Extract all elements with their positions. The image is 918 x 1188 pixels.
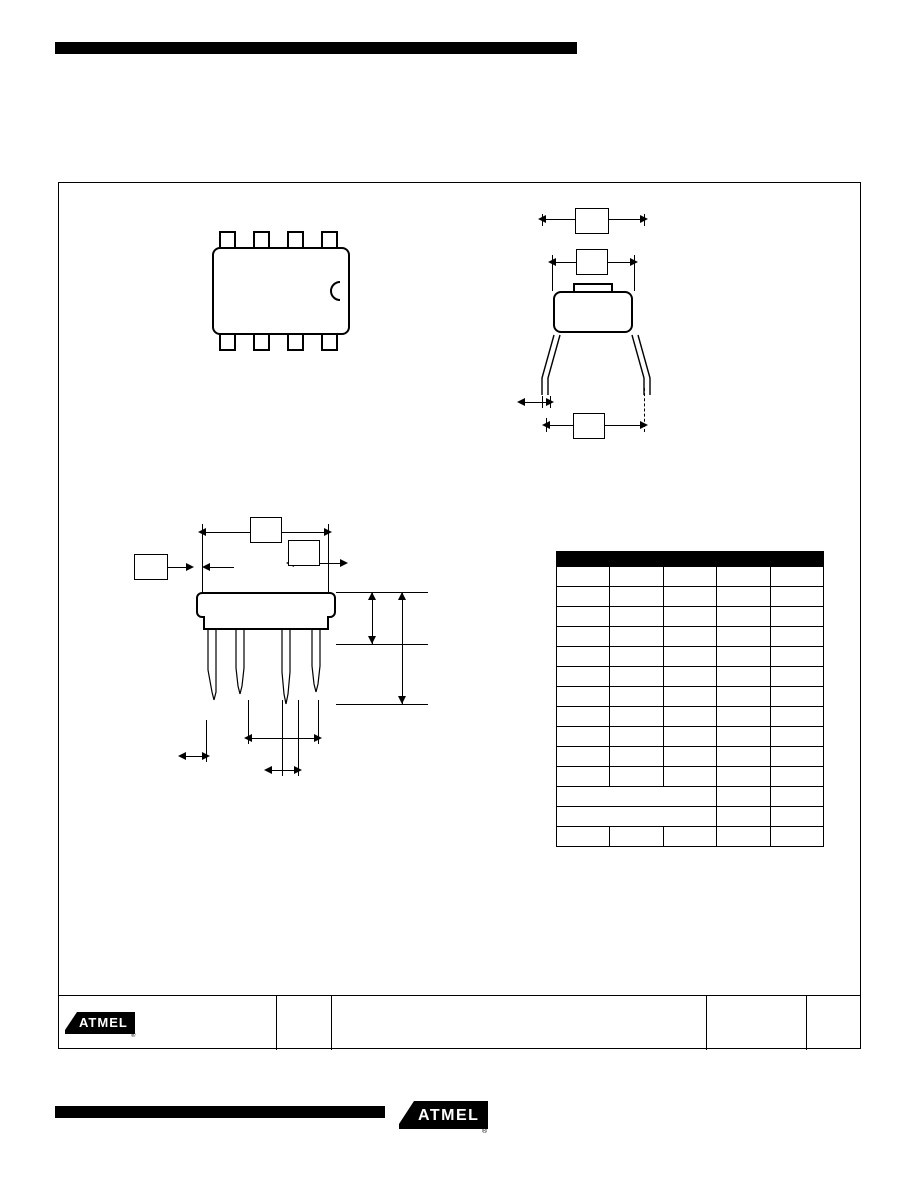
table-cell	[717, 807, 770, 827]
callout-front-view-1	[250, 517, 282, 543]
table-cell	[557, 727, 610, 747]
atmel-logo-icon	[63, 1008, 141, 1038]
dim-line-front-total-height	[402, 592, 403, 704]
dim-arrow-left-front-pitch-1	[178, 752, 186, 760]
table-cell	[717, 727, 770, 747]
table-cell	[557, 827, 610, 847]
ext-line-front-height-bottom	[336, 644, 428, 645]
pin-bottom-4	[321, 335, 338, 351]
table-cell	[663, 727, 716, 747]
table-cell	[557, 627, 610, 647]
svg-text:ATMEL: ATMEL	[79, 1015, 128, 1030]
dimension-table	[556, 551, 824, 847]
svg-text:®: ®	[131, 1033, 136, 1038]
dim-line-front-pitch-2	[248, 738, 318, 739]
callout-end-view-3	[573, 413, 605, 439]
ext-line-front-pitch-d	[298, 700, 299, 776]
ext-line-end-2a	[552, 255, 553, 291]
table-cell	[557, 667, 610, 687]
callout-front-view-2	[288, 540, 320, 566]
title-block	[58, 995, 861, 1049]
package-body-front-view	[196, 592, 336, 618]
table-cell	[717, 747, 770, 767]
table-cell	[610, 647, 663, 667]
table-body	[557, 567, 824, 847]
table-header-cell	[557, 552, 610, 567]
svg-text:®: ®	[482, 1128, 488, 1134]
pin-bottom-2	[253, 335, 270, 351]
atmel-logo-icon	[396, 1096, 494, 1134]
table-cell	[557, 607, 610, 627]
ext-line-front-pitch-c	[282, 700, 283, 776]
ext-line-end-1a	[542, 214, 543, 226]
table-header-cell	[610, 552, 663, 567]
table-cell	[770, 767, 823, 787]
ext-line-front-width-b	[328, 524, 329, 594]
dim-arrow-down-front-total	[398, 696, 406, 704]
pin-top-4	[321, 231, 338, 247]
dim-arrow-down-front-height	[368, 636, 376, 644]
table-cell	[717, 687, 770, 707]
table-row	[557, 787, 824, 807]
table-row	[557, 667, 824, 687]
table-cell	[663, 767, 716, 787]
ext-line-end-1b	[644, 214, 645, 226]
ext-line-front-pitch-a	[206, 720, 207, 762]
table-cell	[770, 587, 823, 607]
table-cell	[770, 687, 823, 707]
table-cell	[770, 807, 823, 827]
table-cell	[663, 627, 716, 647]
table-cell	[557, 747, 610, 767]
table-cell	[557, 587, 610, 607]
table-row	[557, 827, 824, 847]
table-cell	[717, 627, 770, 647]
table-cell	[663, 747, 716, 767]
atmel-logo-footer	[396, 1096, 494, 1134]
table-row	[557, 707, 824, 727]
dim-arrow-left-front-pitch-3	[264, 766, 272, 774]
svg-text:ATMEL: ATMEL	[418, 1107, 480, 1124]
title-block-divider-1	[276, 996, 277, 1050]
header-rule	[55, 42, 577, 54]
table-cell	[770, 787, 823, 807]
table-row	[557, 627, 824, 647]
table-cell	[770, 567, 823, 587]
leader-line-front-3b	[206, 567, 234, 568]
front-view-leads	[190, 628, 350, 728]
dim-arrow-left-end-3	[517, 398, 525, 406]
ext-line-end-4a	[546, 418, 547, 432]
table-row	[557, 747, 824, 767]
pin-top-3	[287, 231, 304, 247]
table-row	[557, 767, 824, 787]
table-cell	[610, 707, 663, 727]
table-row	[557, 727, 824, 747]
ext-line-front-height-top	[336, 592, 428, 593]
table-cell	[610, 687, 663, 707]
ext-line-end-4b	[644, 388, 645, 432]
ext-line-front-pitch-b	[248, 700, 249, 744]
table-cell	[717, 667, 770, 687]
pin-bottom-1	[219, 335, 236, 351]
dim-arrow-up-front-total	[398, 592, 406, 600]
callout-front-view-3	[134, 554, 168, 580]
pin-top-1	[219, 231, 236, 247]
package-body-top-view	[212, 247, 350, 335]
table-cell	[557, 647, 610, 667]
table-cell	[663, 827, 716, 847]
table-cell	[610, 767, 663, 787]
table-cell	[557, 687, 610, 707]
table-cell	[557, 567, 610, 587]
pin-bottom-3	[287, 335, 304, 351]
table-cell	[717, 787, 770, 807]
table-cell	[557, 707, 610, 727]
table-row	[557, 567, 824, 587]
table-cell-merged	[557, 787, 717, 807]
table-cell	[717, 587, 770, 607]
pin-top-2	[253, 231, 270, 247]
table-cell	[717, 767, 770, 787]
table-cell	[663, 587, 716, 607]
table-cell	[717, 827, 770, 847]
table-header-row	[557, 552, 824, 567]
table-cell	[663, 567, 716, 587]
table-row	[557, 587, 824, 607]
table-cell	[770, 827, 823, 847]
ext-line-end-3b	[550, 396, 551, 408]
table-cell	[717, 707, 770, 727]
table-cell	[610, 747, 663, 767]
table-cell	[770, 747, 823, 767]
table-row	[557, 647, 824, 667]
table-cell	[663, 607, 716, 627]
table-cell	[610, 567, 663, 587]
table-cell	[770, 727, 823, 747]
table-cell	[663, 707, 716, 727]
table-cell	[610, 827, 663, 847]
table-cell	[717, 607, 770, 627]
table-row	[557, 607, 824, 627]
table-cell	[610, 667, 663, 687]
table-cell	[663, 647, 716, 667]
title-block-divider-3	[706, 996, 707, 1050]
leader-arrow-front-3b	[202, 563, 210, 571]
table-row	[557, 807, 824, 827]
table-row	[557, 687, 824, 707]
table-cell-merged	[557, 807, 717, 827]
dim-arrow-right-front-2	[340, 559, 348, 567]
table-cell	[663, 687, 716, 707]
table-cell	[717, 567, 770, 587]
ext-line-front-pitch-e	[318, 700, 319, 744]
table-cell	[770, 707, 823, 727]
atmel-logo-title-block	[63, 1008, 141, 1038]
callout-end-view-1	[575, 208, 609, 234]
table-header-cell	[717, 552, 770, 567]
leader-arrow-front-3	[186, 563, 194, 571]
table-header-cell	[770, 552, 823, 567]
callout-end-view-2	[576, 249, 608, 275]
dim-arrow-up-front-height	[368, 592, 376, 600]
ext-line-end-2b	[634, 255, 635, 291]
table-cell	[770, 607, 823, 627]
title-block-divider-4	[806, 996, 807, 1050]
ext-line-front-total-bottom	[336, 704, 428, 705]
table-cell	[610, 627, 663, 647]
table-cell	[610, 727, 663, 747]
title-block-divider-2	[331, 996, 332, 1050]
ext-line-front-width-a	[202, 524, 203, 594]
table-cell	[663, 667, 716, 687]
table-cell	[610, 587, 663, 607]
footer-rule	[55, 1106, 385, 1118]
table-cell	[557, 767, 610, 787]
table-cell	[770, 667, 823, 687]
table-header-cell	[663, 552, 716, 567]
table-cell	[717, 647, 770, 667]
table-cell	[610, 607, 663, 627]
end-view-leads	[520, 290, 670, 400]
table-cell	[770, 627, 823, 647]
ext-line-end-3a	[542, 396, 543, 408]
table-cell	[770, 647, 823, 667]
